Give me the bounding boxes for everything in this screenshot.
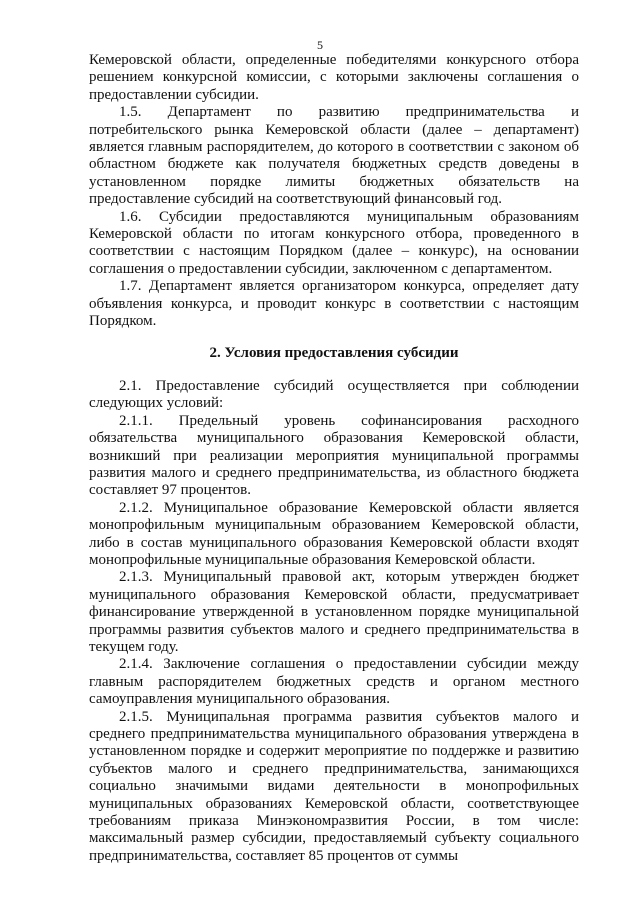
paragraph: 1.7. Департамент является организатором конкурса, определяет дату объявления конкурса, и проводит конкурс в соответствии с настоящим Порядком. [89, 278, 579, 330]
paragraph: 1.6. Субсидии предоставляются муниципальным образованиям Кемеровской области по итогам конкурсного отбора, проведенного в соответствии с настоящим Порядком (далее – конкурс), на основании соглашения о предоставлении субсидии, заключенном с департаментом. [89, 208, 579, 277]
document-body [89, 52, 579, 865]
section-heading: 2. Условия предоставления субсидии [209, 344, 459, 361]
paragraph: 2.1. Предоставление субсидий осуществляется при соблюдении следующих условий: [89, 377, 579, 412]
paragraph: 2.1.2. Муниципальное образование Кемеровской области является монопрофильным муниципальным образованием Кемеровской области, либо в состав муниципального образования Кемеровской области входят монопрофильные муниципальные образования Кемеровской области. [89, 499, 579, 568]
paragraph: Кемеровской области, определенные победителями конкурсного отбора решением конкурсной комиссии, с которыми заключены соглашения о предоставлении субсидии. [89, 52, 579, 103]
page-number: 5 [317, 38, 323, 52]
paragraph: 1.5. Департамент по развитию предпринимательства и потребительского рынка Кемеровской области (далее – департамент) является главным распорядителем, до которого в соответствии с законом об областном бюджете как получателя бюджетных средств доведены в установленном порядке лимиты бюджетных обязательств на предоставление субсидий на соответствующий финансовый год. [89, 104, 579, 208]
paragraph: 2.1.1. Предельный уровень софинансирования расходного обязательства муниципального образования Кемеровской области, возникший при реализации мероприятия муниципальной программы развития малого и среднего предпринимательства, из областного бюджета составляет 97 процентов. [89, 412, 579, 499]
paragraph: 2.1.3. Муниципальный правовой акт, которым утвержден бюджет муниципального образования Кемеровской области, предусматривает финансирование утвержденной в установленном порядке муниципальной программы развития субъектов малого и среднего предпринимательства в текущем году. [89, 569, 579, 655]
section-2-body [89, 378, 579, 865]
section-1-continuation [89, 52, 579, 331]
paragraph: 2.1.5. Муниципальная программа развития субъектов малого и среднего предпринимательства муниципального образования утверждена в установленном порядке и содержит мероприятие по поддержке и развитию субъектов малого и среднего предпринимательства, занимающихся социально значимыми видами деятельности в монопрофильных муниципальных образованиях Кемеровской области, соответствующее требованиям приказа Минэкономразвития России, в том числе: максимальный размер субсидии, предоставляемый субъекту социального предпринимательства, составляет 85 процентов от суммы [89, 708, 579, 864]
paragraph: 2.1.4. Заключение соглашения о предоставлении субсидии между главным распорядителем бюджетных средств и органом местного самоуправления муниципального образования. [89, 656, 579, 708]
